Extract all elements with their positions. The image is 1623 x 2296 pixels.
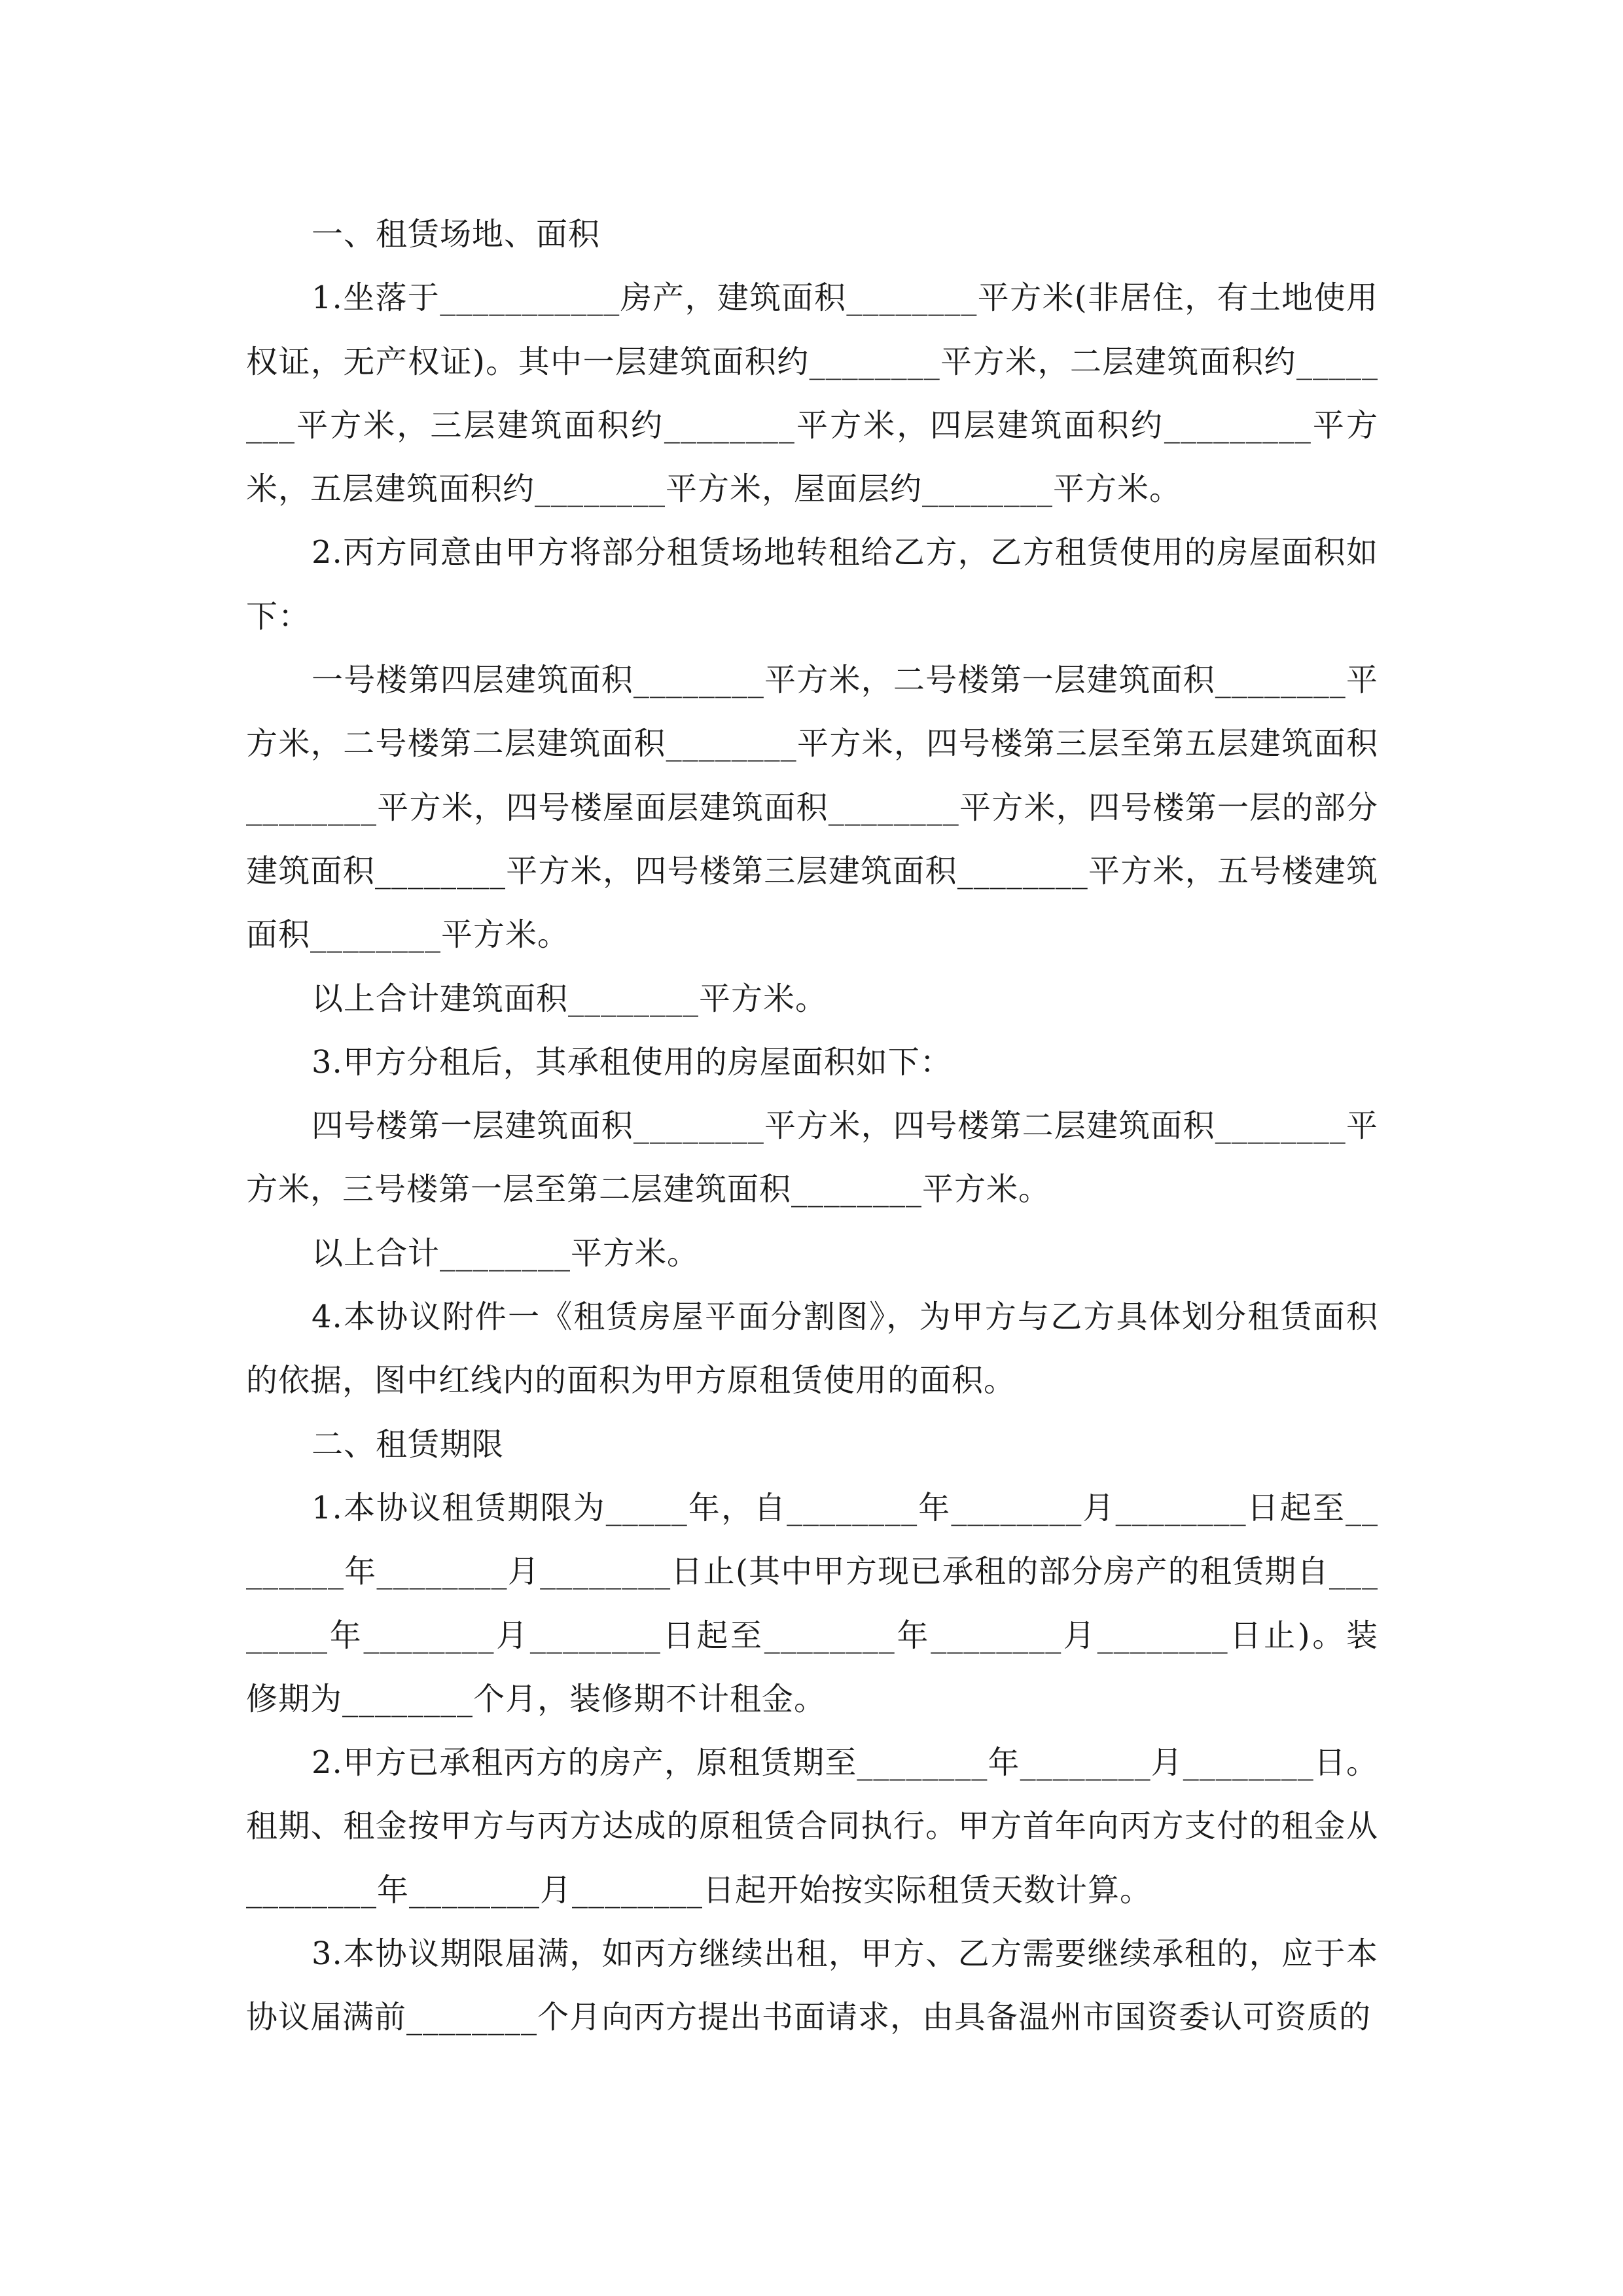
clause-1-3-party-a-areas: 四号楼第一层建筑面积________平方米，四号楼第二层建筑面积________平方米，三号楼第一层至第二层建筑面积________平方米。 xyxy=(246,1107,1378,1208)
section-heading-lease-area: 一、租赁场地、面积 xyxy=(312,216,601,253)
section-heading-lease-term: 二、租赁期限 xyxy=(312,1426,505,1463)
clause-1-1-location-area: 1.坐落于___________房产，建筑面积________平方米(非居住，有土地使用权证，无产权证)。其中一层建筑面积约________平方米，二层建筑面积约________平方米，三层建筑面积约________平方米，四层建筑面积约_________平方米，五层建筑面积约________平方米，屋面层约________平方米。 xyxy=(246,279,1378,508)
clause-1-2-total: 以上合计建筑面积________平方米。 xyxy=(312,980,828,1017)
clause-1-2-sublease-consent: 2.丙方同意由甲方将部分租赁场地转租给乙方，乙方租赁使用的房屋面积如下： xyxy=(246,534,1378,635)
document-body xyxy=(246,203,1378,2050)
clause-1-4-floor-plan: 4.本协议附件一《租赁房屋平面分割图》，为甲方与乙方具体划分租赁面积的依据，图中红线内的面积为甲方原租赁使用的面积。 xyxy=(246,1299,1378,1399)
clause-2-2-original-lease: 2.甲方已承租丙方的房产，原租赁期至________年________月________日。租期、租金按甲方与丙方达成的原租赁合同执行。甲方首年向丙方支付的租金从________年________月________日起开始按实际租赁天数计算。 xyxy=(246,1744,1378,1909)
clause-2-3-renewal: 3.本协议期限届满，如丙方继续出租，甲方、乙方需要继续承租的，应于本协议届满前________个月向丙方提出书面请求，由具备温州市国资委认可资质的 xyxy=(246,1935,1378,2036)
clause-1-2-party-b-areas: 一号楼第四层建筑面积________平方米，二号楼第一层建筑面积________平方米，二号楼第二层建筑面积________平方米，四号楼第三层至第五层建筑面积________平方米，四号楼屋面层建筑面积________平方米，四号楼第一层的部分建筑面积________平方米，四号楼第三层建筑面积________平方米，五号楼建筑面积________平方米。 xyxy=(246,662,1378,954)
clause-2-1-term: 1.本协议租赁期限为_____年，自________年________月________日起至________年________月________日止(其中甲方现已承租的部分房产的租赁期自________年________月________日起至________年________月________日止)。装修期为________个月，装修期不计租金。 xyxy=(246,1489,1378,1717)
clause-1-3-total: 以上合计________平方米。 xyxy=(312,1234,700,1272)
clause-1-3-party-a-areas-intro: 3.甲方分租后，其承租使用的房屋面积如下： xyxy=(312,1043,952,1081)
